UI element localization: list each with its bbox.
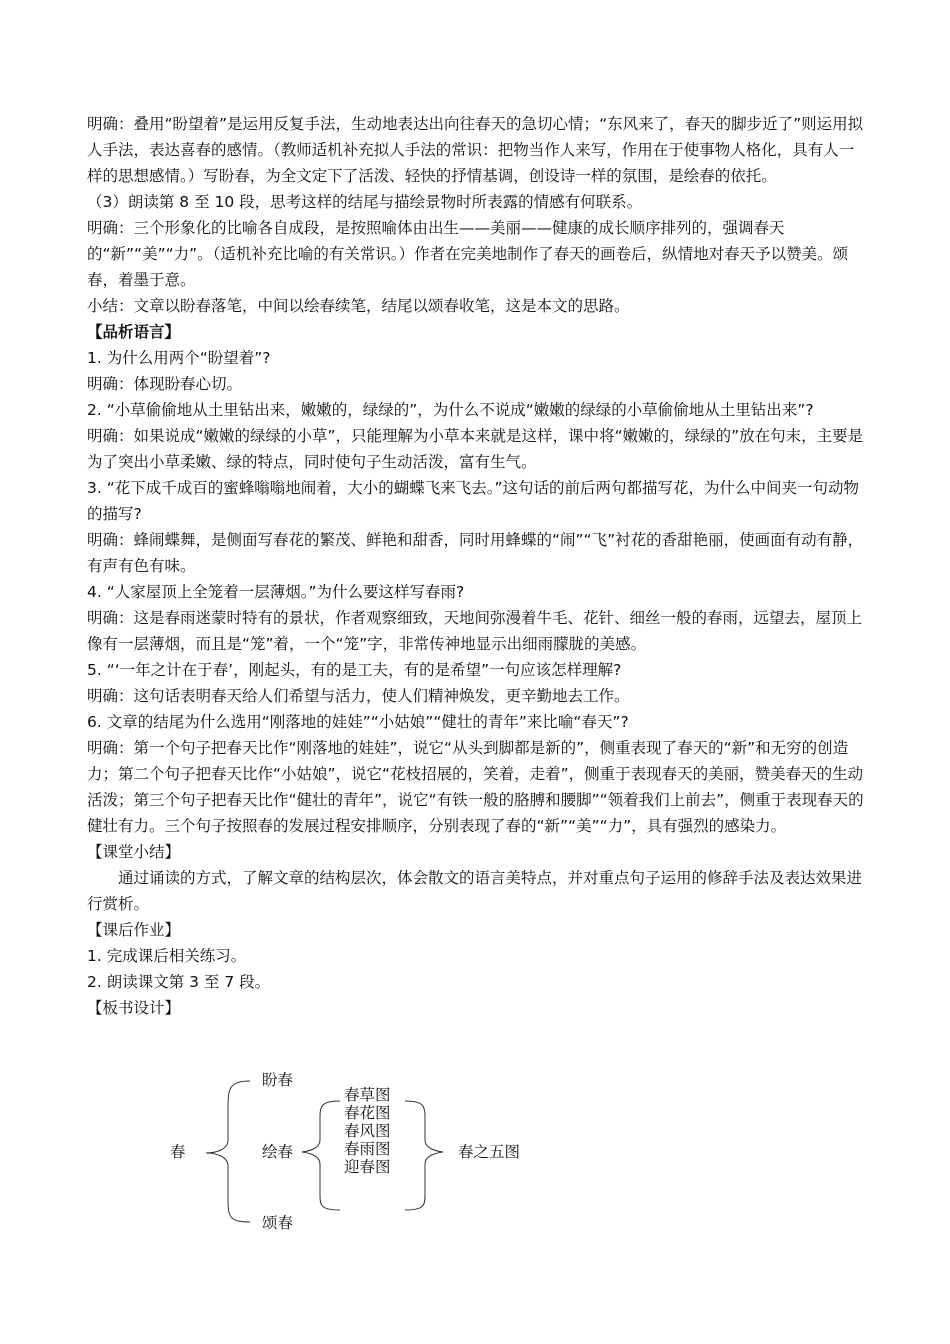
board-picture-4: 春雨图	[344, 1140, 391, 1158]
pinxi-answer-4: 明确：这是春雨迷蒙时特有的景状，作者观察细致，天地间弥漫着牛毛、花针、细丝一般的春雨，远望去，屋顶上像有一层薄烟，而且是“笼”着，一个“笼”字，非常传神地显示出细雨朦胧的美感。	[87, 609, 863, 653]
class-summary-text: 通过诵读的方式，了解文章的结构层次，体会散文的语言美特点，并对重点句子运用的修辞手法及表达效果进行赏析。	[87, 869, 863, 913]
document-body	[87, 111, 865, 1021]
paragraph-minque-1: 明确：叠用“盼望着”是运用反复手法，生动地表达出向往春天的急切心情；“东风来了，春天的脚步近了”则运用拟人手法，表达喜春的感情。（教师适机补充拟人手法的常识：把物当作人来写，作用在于使事物人格化，具有人一样的思想感情。）写盼春，为全文定下了活泼、轻快的抒情基调，创设诗一样的氛围，是绘春的依托。	[87, 115, 864, 185]
pinxi-question-6: 6. 文章的结尾为什么选用“刚落地的娃娃”“小姑娘”“健壮的青年”来比喻“春天”?	[87, 713, 629, 731]
pinxi-question-1: 1. 为什么用两个“盼望着”?	[87, 349, 271, 367]
board-root: 春	[170, 1143, 186, 1161]
board-result: 春之五图	[458, 1143, 521, 1161]
pinxi-question-4: 4. “人家屋顶上全笼着一层薄烟。”为什么要这样写春雨?	[87, 583, 465, 601]
middle-brace	[302, 1101, 340, 1210]
homework-item-2: 2. 朗读课文第 3 至 7 段。	[87, 973, 271, 991]
homework-item-1: 1. 完成课后相关练习。	[87, 947, 247, 965]
left-brace	[206, 1081, 250, 1222]
paragraph-summary: 小结：文章以盼春落笔，中间以绘春续笔，结尾以颂春收笔，这是本文的思路。	[87, 297, 630, 315]
pinxi-answer-5: 明确：这句话表明春天给人们希望与活力，使人们精神焕发，更辛勤地去工作。	[87, 687, 630, 705]
pinxi-answer-1: 明确：体现盼春心切。	[87, 375, 243, 393]
heading-board-design: 【板书设计】	[87, 999, 181, 1017]
pinxi-answer-6: 明确：第一个句子把春天比作“刚落地的娃娃”，说它“从头到脚都是新的”，侧重表现了春天的“新”和无穷的创造力；第二个句子把春天比作“小姑娘”，说它“花枝招展的，笑着，走着”，侧重于表现春天的美丽，赞美春天的生动活泼；第三个句子把春天比作“健壮的青年”，说它“有铁一般的胳膊和腰脚”“领着我们上前去”，侧重于表现春天的健壮有力。三个句子按照春的发展过程安排顺序，分别表现了春的“新”“美”“力”，具有强烈的感染力。	[87, 739, 864, 835]
board-picture-1: 春草图	[344, 1086, 391, 1104]
board-picture-5: 迎春图	[344, 1158, 391, 1176]
right-brace	[405, 1101, 443, 1210]
heading-class-summary: 【课堂小结】	[87, 843, 181, 861]
pinxi-answer-2: 明确：如果说成“嫩嫩的绿绿的小草”，只能理解为小草本来就是这样，课中将“嫩嫩的，绿绿的”放在句末，主要是为了突出小草柔嫩、绿的特点，同时使句子生动活泼，富有生气。	[87, 427, 864, 471]
paragraph-minque-2: 明确：三个形象化的比喻各自成段，是按照喻体由出生——美丽——健康的成长顺序排列的，强调春天的“新”“美”“力”。（适机补充比喻的有关常识。）作者在完美地制作了春天的画卷后，纵情地对春天予以赞美。颂春，着墨于意。	[87, 219, 849, 289]
pinxi-answer-3: 明确：蜂闹蝶舞，是侧面写春花的繁茂、鲜艳和甜香，同时用蜂蝶的“闹”“飞”衬花的香甜艳丽，使画面有动有静，有声有色有味。	[87, 531, 864, 575]
board-branch-panchun: 盼春	[262, 1071, 294, 1089]
board-picture-3: 春风图	[344, 1122, 391, 1140]
heading-pinxi-yuyan: 【品析语言】	[87, 323, 181, 341]
board-branch-songchun: 颂春	[262, 1214, 294, 1232]
board-picture-2: 春花图	[344, 1104, 391, 1122]
heading-homework: 【课后作业】	[87, 921, 181, 939]
board-branch-huichun: 绘春	[262, 1143, 294, 1161]
paragraph-question-3: （3）朗读第 8 至 10 段，思考这样的结尾与描绘景物时所表露的情感有何联系。	[87, 193, 643, 211]
pinxi-question-5: 5. “‘一年之计在于春’，刚起头，有的是工夫，有的是希望”一句应该怎样理解?	[87, 661, 622, 679]
pinxi-question-2: 2. “小草偷偷地从土里钻出来，嫩嫩的，绿绿的”，为什么不说成“嫩嫩的绿绿的小草偷偷地从土里钻出来”?	[87, 401, 814, 419]
pinxi-question-3: 3. “花下成千成百的蜜蜂嗡嗡地闹着，大小的蝴蝶飞来飞去。”这句话的前后两句都描写花，为什么中间夹一句动物的描写?	[87, 479, 860, 523]
